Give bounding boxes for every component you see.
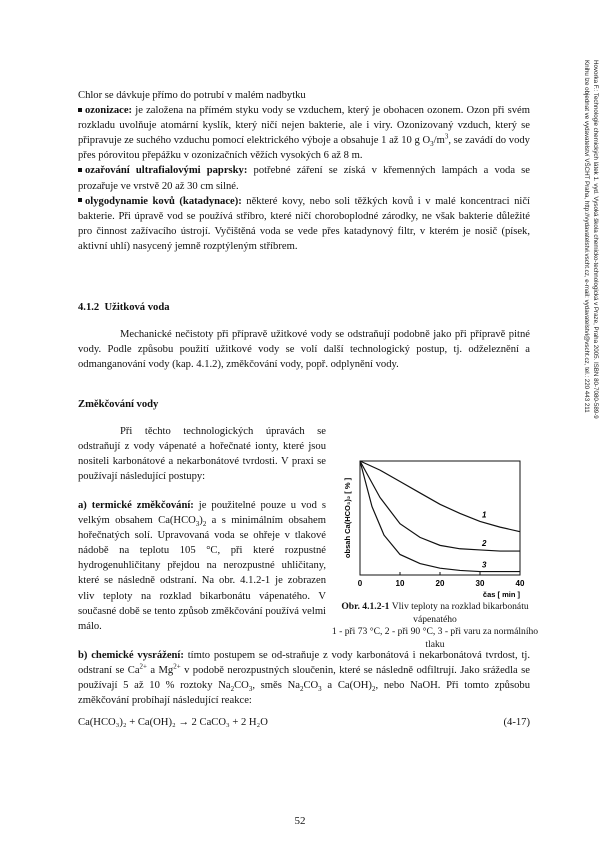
- bullet-uv: ozařování ultrafialovými paprsky: potřebné záření se získá v křemenných lampách a voda se prozařuje ve vrstvě 20 až 30 cm silné.: [78, 165, 531, 192]
- bullet-square-icon: [78, 168, 82, 172]
- sidebar-text: [582, 60, 600, 620]
- page-number: 52: [294, 815, 306, 827]
- equation-text: Ca(HCO₃)₂ + Ca(OH)₂ → 2 CaCO₃ + 2 H₂O: [78, 717, 268, 728]
- bullet-square-icon: [78, 108, 82, 112]
- plot-frame: [360, 461, 520, 575]
- equation-number: (4-17): [503, 717, 530, 728]
- subsection-heading: Změkčování vody: [78, 399, 159, 410]
- intro-line: Chlor se dávkuje přímo do potrubí v malém nadbytku: [78, 90, 306, 101]
- decomposition-chart: [330, 455, 540, 600]
- section-number: 4.1.2: [78, 302, 100, 313]
- copyright-sidebar: [566, 60, 600, 620]
- series-label-1: 1: [482, 510, 487, 520]
- x-tick-label: 40: [515, 579, 525, 588]
- paragraph-termicke: a) termické změkčování: je použitelné pouze u vod s velkým obsahem $Ca(HCO_3)_2$ a s minimálním obsahem hořečnatých solí. Upravovaná voda se ohřeje v tlakové nádobě na teplotu 105 °C, při které rozpustné hydrogenuhličitany přejdou na nerozpustné uhličitany, které se následně odstraní. Na obr. 4.1.2-1 je zobrazen vliv teploty na rozklad bikarbonátu vápenatého. V současné době se tento způsob změkčování používá velmi málo.: [78, 500, 326, 632]
- section-heading: [78, 302, 170, 313]
- top-text-block: [78, 88, 530, 254]
- x-tick-label: 30: [475, 579, 485, 588]
- sidebar-line-2: Knihu lze objednat ve vydavatelství VŠCHT Praha, http://vydavatelstvi.vscht.cz, e-mail: vydavatelstvi@vscht.cz, tel.: 220 443 211: [583, 60, 590, 413]
- section-paragraph: Mechanické nečistoty při přípravě užitkové vody se odstraňují podobně jako při přípravě pitné vody. Podle způsobu použití užitkové vody se volí další technologický postup, tj. odželeznění a odmanganování vody (kap. 4.1.2), změkčování vody, popř. odplynění vody.: [78, 329, 530, 371]
- series-label-3: 3: [482, 560, 487, 570]
- subsection-paragraph: Při těchto technologických úpravách se odstraňují z vody vápenaté a hořečnaté ionty, které jsou nositeli karbonátové a nekarbonátové tvrdosti. V praxi se používají následující postupy:: [78, 426, 326, 483]
- x-tick-label: 0: [357, 579, 363, 588]
- x-tick-label: 10: [395, 579, 405, 588]
- bullet-ozonizace: ozonizace: je založena na přímém styku vody se vzduchem, který je obohacen ozonem. Ozon při svém rozkladu uvolňuje atomární kyslík, který ničí nejen bakterie, ale i viry. Ozonizovaný vzduch, který se připravuje ze suchého vzduchu pomocí elektrického výboje a obsahuje 1 až 10 g $O_3/m^3$, se zavádí do vody přes pórovitou přepážku v ozonizačních věžích vysokých 6 až 8 m.: [78, 105, 530, 162]
- equation-4-17: [78, 717, 530, 728]
- bullet-square-icon: [78, 198, 82, 202]
- paragraph-chemicke: b) chemické vysrážení: tímto postupem se od-straňuje z vody karbonátová i nekarbonátová tvrdost, tj. odstraní se $Ca^{2+}$ a $Mg^{2+}$ v podobě nerozpustných sloučenin, které se následně odfiltrují. Jako srážedla se používají 5 až 10 % roztoky $Na_2CO_3$, směs $Na_2CO_3$ a $Ca(OH)_2$, nebo NaOH. Při tomto způsobu změkčování probíhají následující reakce:: [78, 650, 530, 707]
- x-axis-label: čas [ min ]: [482, 590, 520, 599]
- x-tick-label: 20: [435, 579, 445, 588]
- series-label-2: 2: [482, 538, 487, 548]
- section-title: Užitková voda: [104, 302, 170, 313]
- sidebar-line-1: Hovorka F.: Technologie chemických látek 1. vyd. Vysoká škola chemicko-technologická v Praze, Praha 2005. ISBN 80-7080-589-9: [592, 60, 599, 419]
- y-axis-label: obsah Ca(HCO₃)₂ [ % ]: [343, 477, 352, 559]
- figure-caption: Obr. 4.1.2-1 Vliv teploty na rozklad bikarbonátu vápenatého 1 - při 73 °C, 2 - při 90 °C, 3 - při varu za normálního tlaku: [331, 601, 539, 650]
- bullet-olygodynamie: olygodynamie kovů (katadynace): některé kovy, nebo soli těžkých kovů i v malé koncentraci ničí bakterie. Při úpravě vod se používá stříbro, které ničí choroboplodné zárodky, ne však bakterie důležité pro činnost zažívacího ústrojí. Vyčištěná voda se vede přes katadynový filtr, v kterém je nosič (písek, aktivní uhlí) nasycený jemně rozptýleným stříbrem.: [78, 195, 530, 252]
